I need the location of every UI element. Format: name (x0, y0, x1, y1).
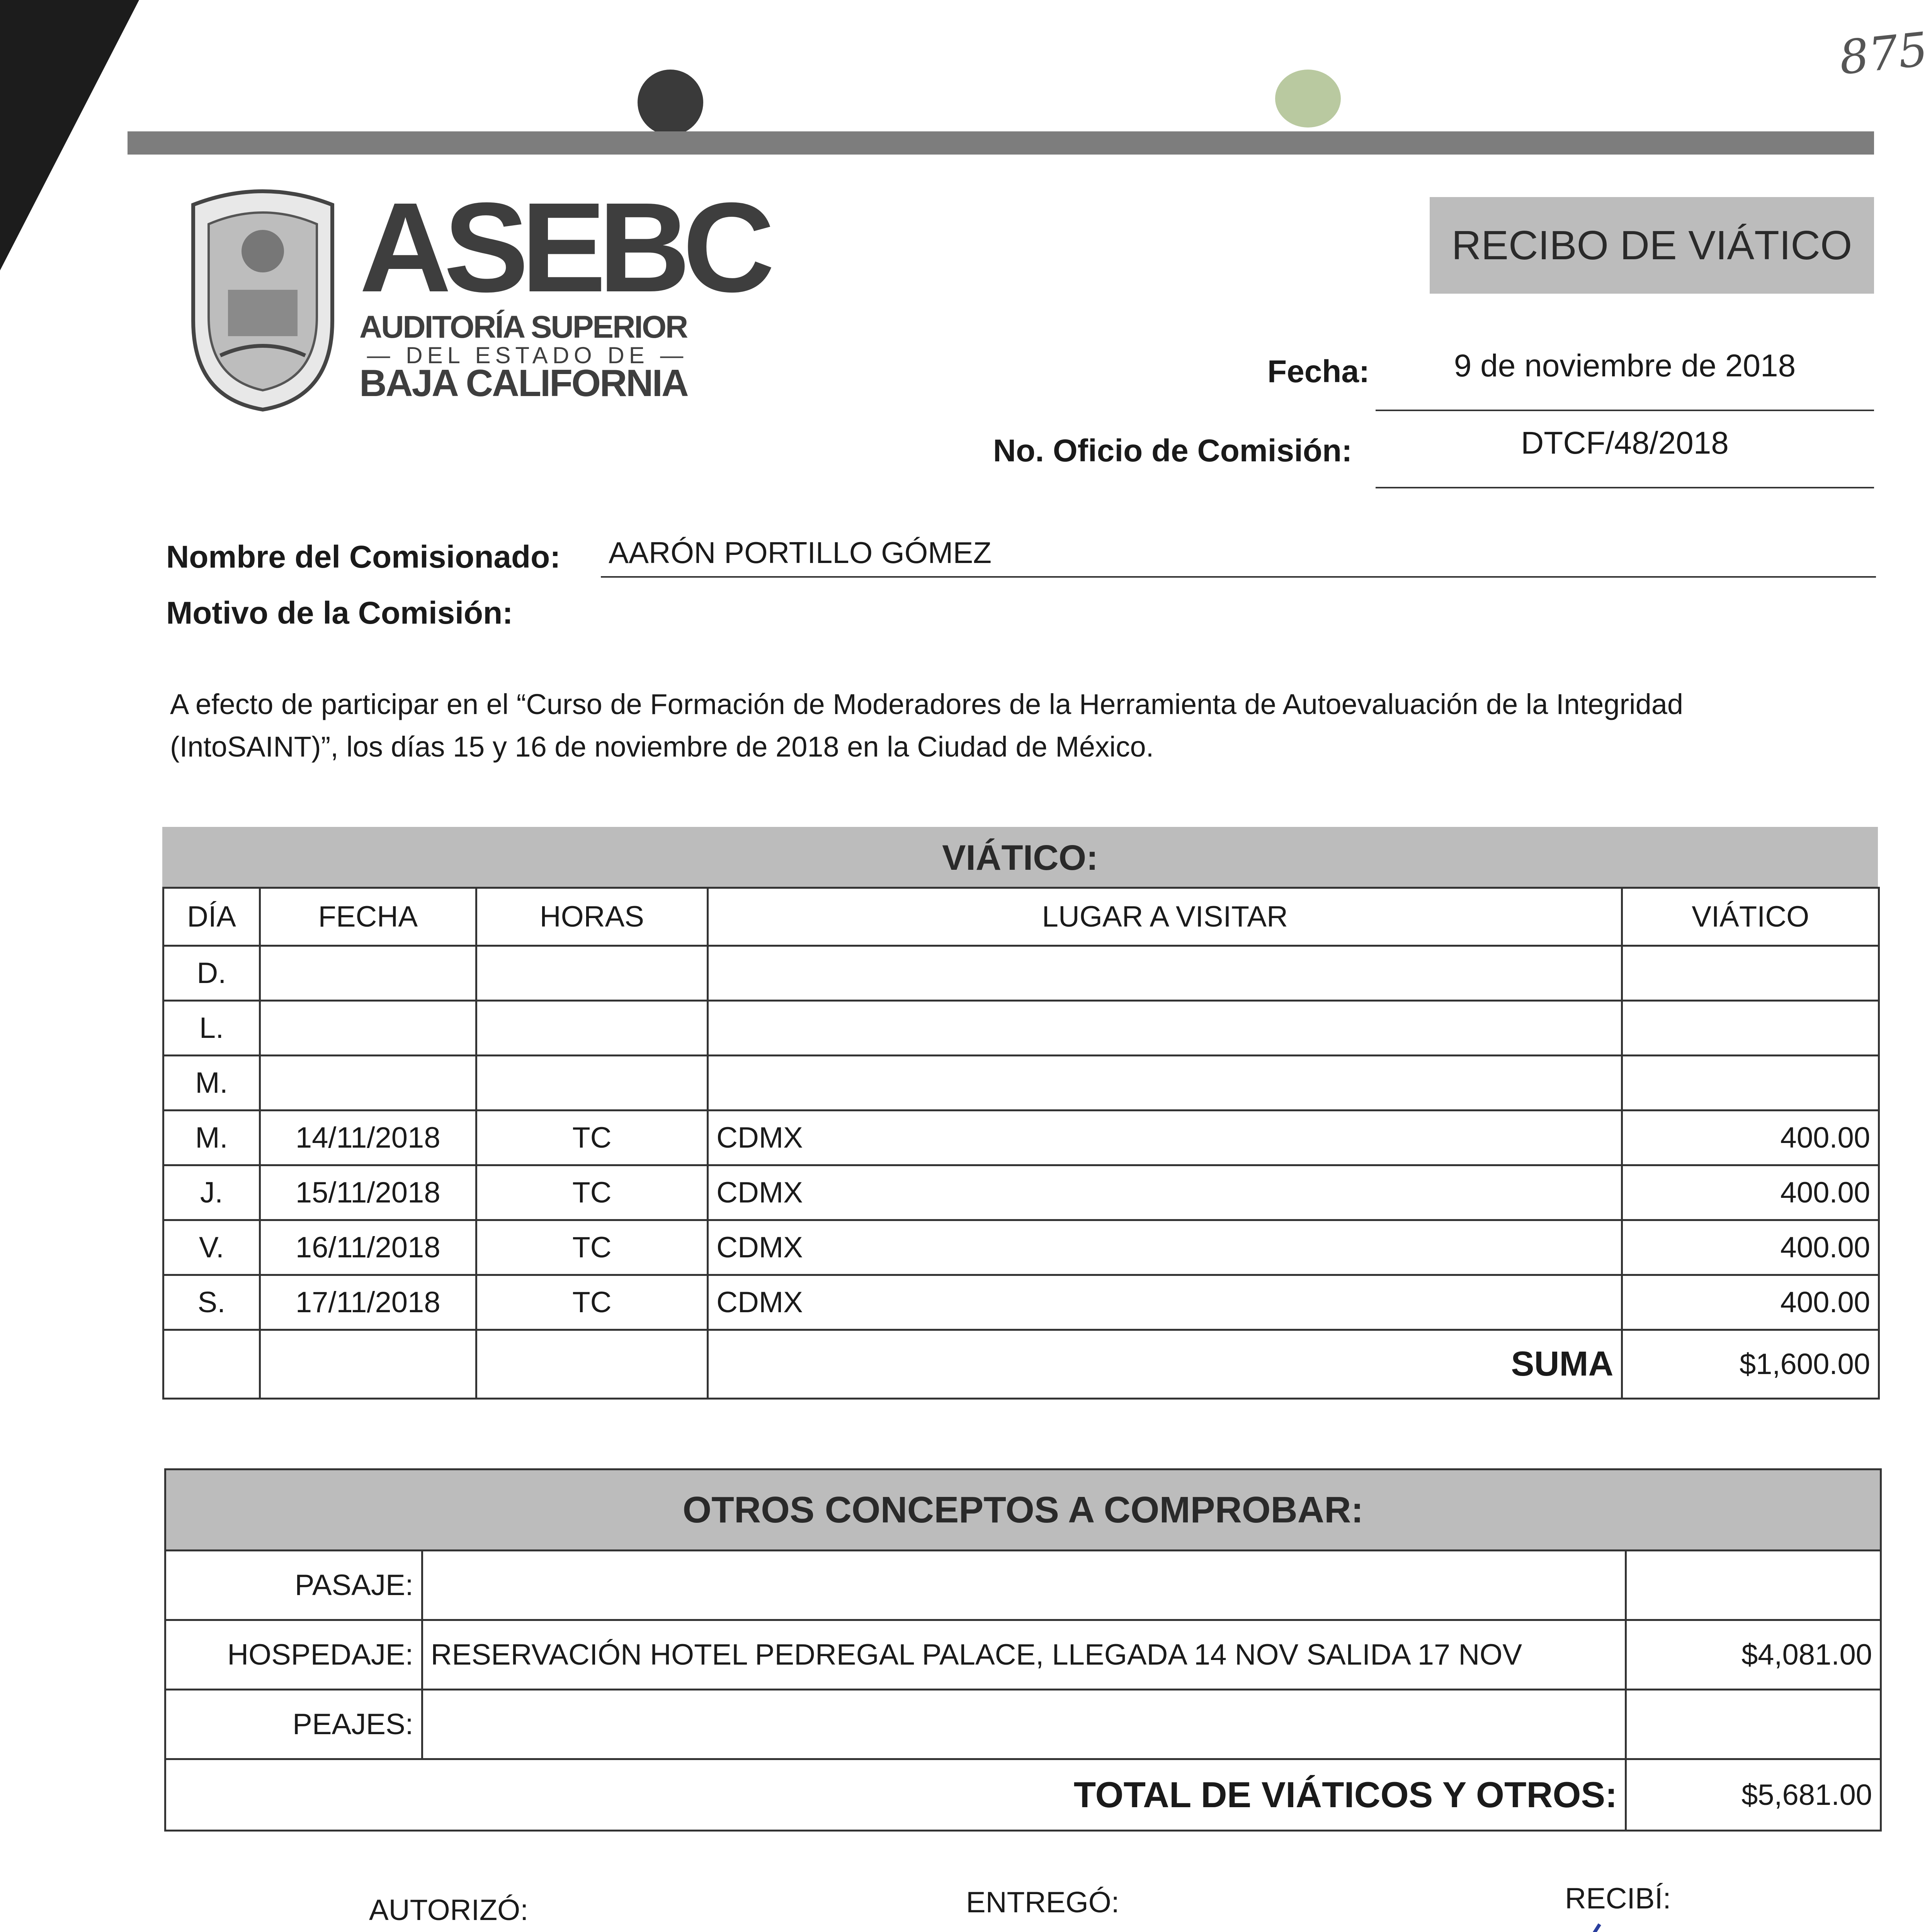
otros-amount (1626, 1690, 1881, 1759)
otros-label: HOSPEDAJE: (165, 1620, 422, 1690)
cell-dia: V. (163, 1220, 260, 1275)
nombre-value: AARÓN PORTILLO GÓMEZ (601, 535, 1876, 578)
cell-horas (476, 1056, 707, 1111)
cell-empty (476, 1330, 707, 1399)
top-gray-band (128, 131, 1874, 155)
cell-horas: TC (476, 1165, 707, 1220)
handwritten-page-number: 875 (1837, 22, 1930, 85)
doc-title-box (1430, 197, 1874, 294)
viatico-header-row (163, 888, 1879, 946)
cell-lugar: CDMX (708, 1275, 1622, 1330)
fecha-label: Fecha: (1267, 354, 1370, 389)
autorizo-label: AUTORIZÓ: (369, 1894, 529, 1927)
otros-description (422, 1690, 1626, 1759)
table-row (165, 1551, 1881, 1620)
table-row (163, 1111, 1879, 1165)
suma-label: SUMA (708, 1330, 1622, 1399)
cell-empty (163, 1330, 260, 1399)
scan-corner-shadow (0, 0, 139, 270)
cell-lugar: CDMX (708, 1111, 1622, 1165)
cell-dia: S. (163, 1275, 260, 1330)
cell-lugar (708, 1056, 1622, 1111)
cell-horas (476, 1001, 707, 1056)
table-row (163, 1220, 1879, 1275)
table-row (163, 1056, 1879, 1111)
recibi-label: RECIBÍ: (1565, 1882, 1671, 1915)
logo-line-1: AUDITORÍA SUPERIOR (359, 310, 687, 345)
cell-empty (260, 1330, 476, 1399)
suma-row (163, 1330, 1879, 1399)
total-row (165, 1759, 1881, 1831)
cell-viatico: 400.00 (1622, 1220, 1879, 1275)
otros-header (164, 1468, 1882, 1551)
col-fecha: FECHA (260, 888, 476, 946)
oficio-label: No. Oficio de Comisión: (993, 433, 1352, 468)
otros-table (164, 1549, 1882, 1832)
otros-label: PEAJES: (165, 1690, 422, 1759)
col-dia: DÍA (163, 888, 260, 946)
cell-lugar: CDMX (708, 1220, 1622, 1275)
cell-fecha: 15/11/2018 (260, 1165, 476, 1220)
cell-fecha (260, 946, 476, 1001)
cell-lugar: CDMX (708, 1165, 1622, 1220)
table-row (163, 1165, 1879, 1220)
cell-dia: L. (163, 1001, 260, 1056)
cell-viatico (1622, 946, 1879, 1001)
suma-value: $1,600.00 (1622, 1330, 1879, 1399)
otros-title: OTROS CONCEPTOS A COMPROBAR: (682, 1489, 1364, 1531)
cell-fecha: 14/11/2018 (260, 1111, 476, 1165)
logo-line-3: BAJA CALIFORNIA (359, 362, 688, 404)
fecha-value: 9 de noviembre de 2018 (1376, 348, 1874, 411)
signature-recibi-icon (1449, 1893, 1797, 1932)
cell-horas: TC (476, 1111, 707, 1165)
otros-amount: $4,081.00 (1626, 1620, 1881, 1690)
oficio-value: DTCF/48/2018 (1376, 425, 1874, 488)
cell-dia: M. (163, 1111, 260, 1165)
viatico-table (162, 887, 1880, 1400)
logo-line-2-text: DEL ESTADO DE (406, 342, 649, 368)
viatico-header (162, 827, 1878, 889)
col-viatico: VIÁTICO (1622, 888, 1879, 946)
otros-label: PASAJE: (165, 1551, 422, 1620)
cell-horas: TC (476, 1220, 707, 1275)
cell-horas: TC (476, 1275, 707, 1330)
motivo-text-line-2: (IntoSAINT)”, los días 15 y 16 de noviembre de 2018 en la Ciudad de México. (170, 731, 1154, 763)
otros-description: RESERVACIÓN HOTEL PEDREGAL PALACE, LLEGADA 14 NOV SALIDA 17 NOV (422, 1620, 1626, 1690)
cell-viatico (1622, 1056, 1879, 1111)
table-row (165, 1690, 1881, 1759)
table-row (163, 1275, 1879, 1330)
punch-hole-left (638, 70, 703, 135)
table-row (163, 946, 1879, 1001)
doc-title: RECIBO DE VIÁTICO (1451, 222, 1852, 268)
col-lugar: LUGAR A VISITAR (708, 888, 1622, 946)
total-value: $5,681.00 (1626, 1759, 1881, 1831)
nombre-label: Nombre del Comisionado: (166, 539, 561, 575)
logo-acronym: ASEBC (359, 176, 767, 318)
cell-dia: M. (163, 1056, 260, 1111)
cell-fecha: 16/11/2018 (260, 1220, 476, 1275)
motivo-label: Motivo de la Comisión: (166, 595, 513, 631)
total-label: TOTAL DE VIÁTICOS Y OTROS: (165, 1759, 1626, 1831)
cell-viatico: 400.00 (1622, 1165, 1879, 1220)
cell-viatico: 400.00 (1622, 1111, 1879, 1165)
baja-california-seal-icon (185, 182, 340, 413)
logo-line-2: — DEL ESTADO DE — (367, 342, 688, 368)
viatico-title: VIÁTICO: (942, 838, 1098, 878)
cell-fecha (260, 1001, 476, 1056)
cell-viatico (1622, 1001, 1879, 1056)
punch-hole-right (1275, 70, 1341, 128)
otros-description (422, 1551, 1626, 1620)
cell-fecha: 17/11/2018 (260, 1275, 476, 1330)
table-row (165, 1620, 1881, 1690)
col-horas: HORAS (476, 888, 707, 946)
table-row (163, 1001, 1879, 1056)
cell-dia: J. (163, 1165, 260, 1220)
entrego-label: ENTREGÓ: (966, 1886, 1119, 1919)
cell-lugar (708, 946, 1622, 1001)
cell-viatico: 400.00 (1622, 1275, 1879, 1330)
cell-horas (476, 946, 707, 1001)
cell-dia: D. (163, 946, 260, 1001)
cell-lugar (708, 1001, 1622, 1056)
otros-amount (1626, 1551, 1881, 1620)
cell-fecha (260, 1056, 476, 1111)
signature-entrego-icon (657, 1920, 1236, 1932)
motivo-text-line-1: A efecto de participar en el “Curso de Formación de Moderadores de la Herramienta de Autoevaluación de la Integridad (170, 688, 1684, 720)
